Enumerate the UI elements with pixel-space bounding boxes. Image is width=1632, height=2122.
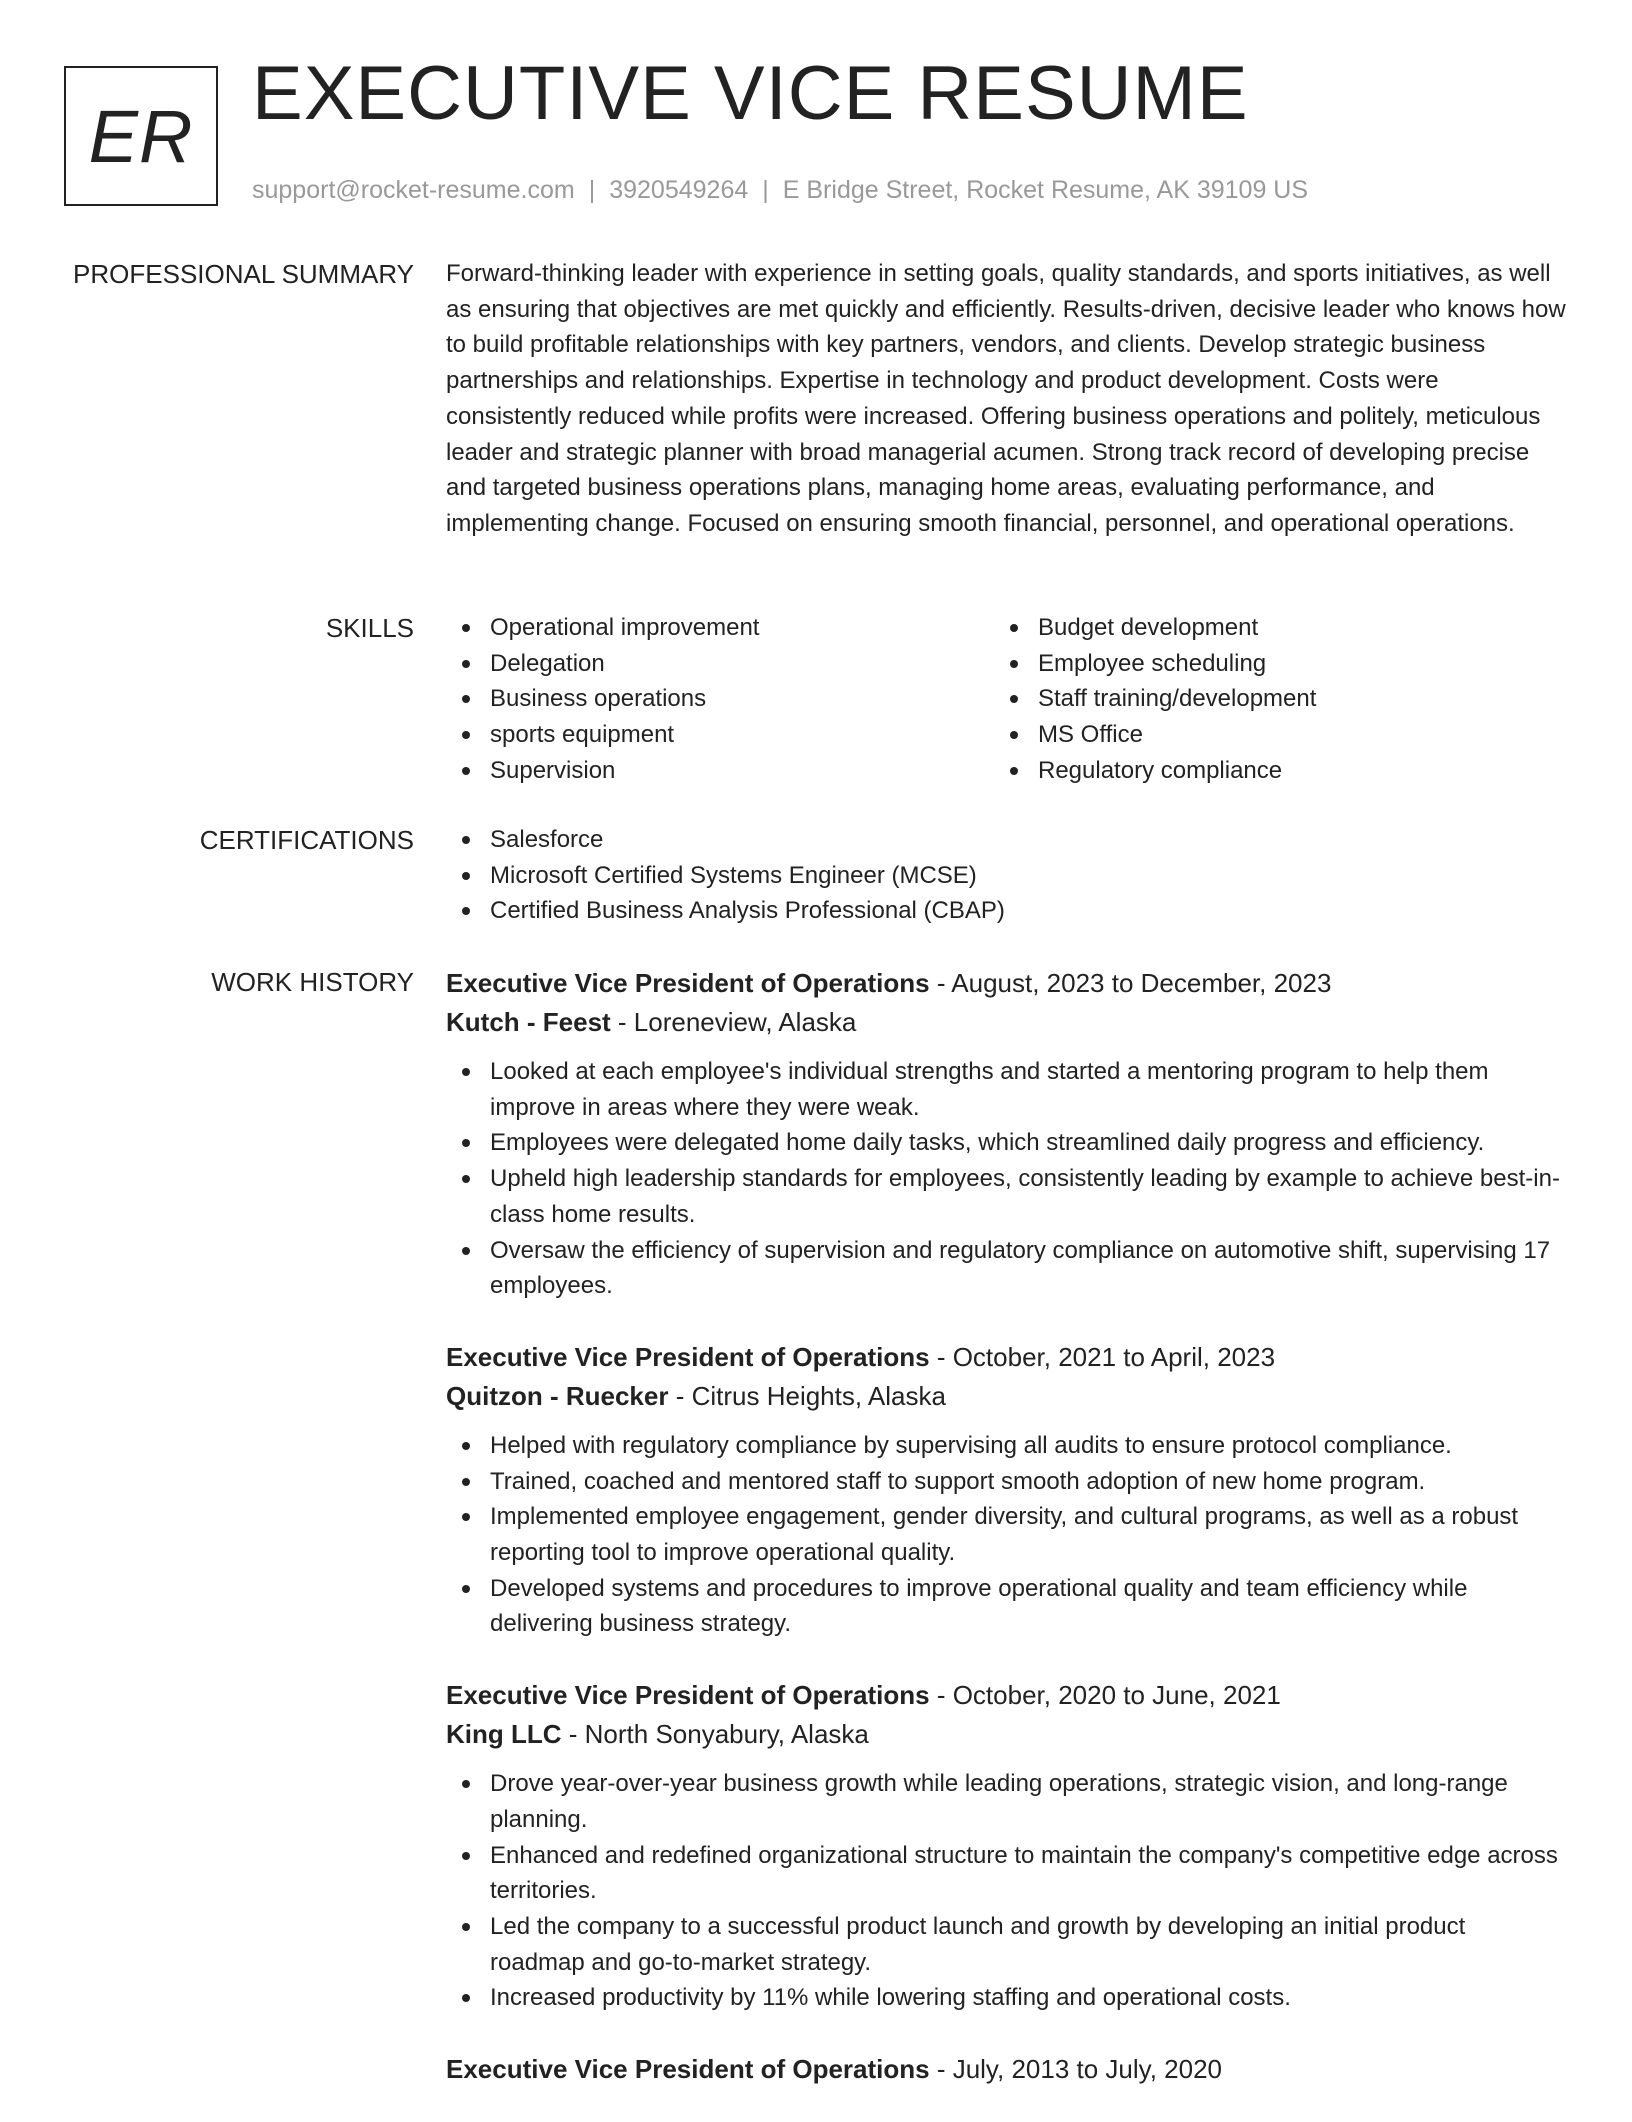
skills-heading: SKILLS — [325, 613, 414, 643]
job-bullets — [446, 1054, 1566, 1304]
certifications-list — [446, 822, 1566, 929]
job-title: Executive Vice President of Operations — [446, 1341, 930, 1372]
skill-item: Supervision — [446, 753, 994, 789]
summary-body — [446, 256, 1566, 542]
certification-item: Microsoft Certified Systems Engineer (MCSE) — [446, 858, 1566, 894]
summary-heading: PROFESSIONAL SUMMARY — [73, 259, 414, 289]
job-entry — [446, 964, 1566, 1304]
job-company-line — [446, 1376, 1566, 1416]
contact-separator: | — [588, 176, 596, 204]
job-bullet: Looked at each employee's individual strengths and started a mentoring program to help them improve in areas where they were weak. — [446, 1054, 1566, 1125]
certification-item: Certified Business Analysis Professional (CBAP) — [446, 893, 1566, 929]
job-title: Executive Vice President of Operations — [446, 968, 930, 998]
job-company-line — [446, 1002, 1566, 1042]
certifications-heading: CERTIFICATIONS — [199, 825, 414, 855]
job-title: Executive Vice President of Operations — [446, 1680, 930, 1711]
job-bullet: Increased productivity by 11% while lowering staffing and operational costs. — [446, 1980, 1566, 2016]
job-title-line — [446, 2050, 1566, 2088]
skill-item: Operational improvement — [446, 610, 994, 646]
skills-list-right — [994, 610, 1542, 789]
skills-grid — [446, 610, 1566, 789]
job-bullet: Trained, coached and mentored staff to support smooth adoption of new home program. — [446, 1464, 1566, 1500]
work-history-body — [446, 964, 1566, 2122]
job-bullets — [446, 1428, 1566, 1642]
job-dates: - October, 2020 to June, 2021 — [929, 1680, 1281, 1711]
monogram-badge — [64, 66, 218, 206]
job-bullet: Implemented employee engagement, gender diversity, and cultural programs, as well as a robust reporting tool to improve operational quality. — [446, 1499, 1566, 1570]
skill-item: Employee scheduling — [994, 646, 1542, 682]
job-company: Quitzon - Ruecker — [446, 1380, 669, 1411]
skill-item: Regulatory compliance — [994, 753, 1542, 789]
skill-item: Staff training/development — [994, 681, 1542, 717]
job-company-line — [446, 1714, 1566, 1754]
job-title-line — [446, 1676, 1566, 1714]
certifications-body — [446, 822, 1566, 929]
skills-list-left — [446, 610, 994, 789]
job-bullet: Developed systems and procedures to improve operational quality and team efficiency while delivering business strategy. — [446, 1571, 1566, 1642]
skill-item: sports equipment — [446, 717, 994, 753]
skill-item: Delegation — [446, 646, 994, 682]
job-company: King LLC — [446, 1719, 562, 1750]
job-entry — [446, 1676, 1566, 2016]
job-entry — [446, 2050, 1566, 2088]
job-bullet: Drove year-over-year business growth while leading operations, strategic vision, and long-range planning. — [446, 1766, 1566, 1837]
job-location: - North Sonyabury, Alaska — [561, 1719, 869, 1750]
job-title-line — [446, 964, 1566, 1002]
job-bullets — [446, 1766, 1566, 2016]
contact-line — [252, 176, 1308, 205]
job-dates: - August, 2023 to December, 2023 — [929, 968, 1332, 998]
skill-item: Budget development — [994, 610, 1542, 646]
job-location: - Citrus Heights, Alaska — [668, 1380, 946, 1411]
job-dates: - October, 2021 to April, 2023 — [929, 1341, 1276, 1372]
job-bullet: Upheld high leadership standards for employees, consistently leading by example to achieve best-in-class home results. — [446, 1161, 1566, 1232]
job-bullet: Employees were delegated home daily tasks, which streamlined daily progress and efficiency. — [446, 1125, 1566, 1161]
job-location: - Loreneview, Alaska — [610, 1007, 857, 1037]
contact-email: support@rocket-resume.com — [252, 176, 575, 204]
skills-body — [446, 610, 1566, 789]
job-bullet: Helped with regulatory compliance by supervising all audits to ensure protocol compliance. — [446, 1428, 1566, 1464]
job-bullet: Led the company to a successful product launch and growth by developing an initial product roadmap and go-to-market strategy. — [446, 1909, 1566, 1980]
job-title-line — [446, 1338, 1566, 1376]
skill-item: MS Office — [994, 717, 1542, 753]
work-history-heading: WORK HISTORY — [211, 967, 414, 997]
resume-title: EXECUTIVE VICE RESUME — [252, 51, 1249, 136]
job-bullet: Oversaw the efficiency of supervision and regulatory compliance on automotive shift, supervising 17 employees. — [446, 1233, 1566, 1304]
skill-item: Business operations — [446, 681, 994, 717]
summary-text: Forward-thinking leader with experience in setting goals, quality standards, and sports initiatives, as well as ensuring that objectives are met quickly and efficiently. Results-driven, decisive leader who knows how to build profitable relationships with key partners, vendors, and clients. Develop strategic business partnerships and relationships. Expertise in technology and product development. Costs were consistently reduced while profits were increased. Offering business operations and politely, meticulous leader and strategic planner with broad managerial acumen. Strong track record of developing precise and targeted business operations plans, managing home areas, evaluating performance, and implementing change. Focused on ensuring smooth financial, personnel, and operational operations. — [446, 260, 1566, 537]
job-bullet: Enhanced and redefined organizational structure to maintain the company's competitive edge across territories. — [446, 1838, 1566, 1909]
job-entry — [446, 1338, 1566, 1642]
contact-address: E Bridge Street, Rocket Resume, AK 39109 US — [782, 176, 1309, 204]
certification-item: Salesforce — [446, 822, 1566, 858]
contact-phone: 3920549264 — [609, 176, 749, 204]
contact-separator: | — [762, 176, 769, 204]
monogram-initials: ER — [88, 94, 194, 178]
job-title: Executive Vice President of Operations — [446, 2054, 930, 2085]
job-company: Kutch - Feest — [446, 1007, 611, 1037]
job-dates: - July, 2013 to July, 2020 — [929, 2054, 1223, 2085]
